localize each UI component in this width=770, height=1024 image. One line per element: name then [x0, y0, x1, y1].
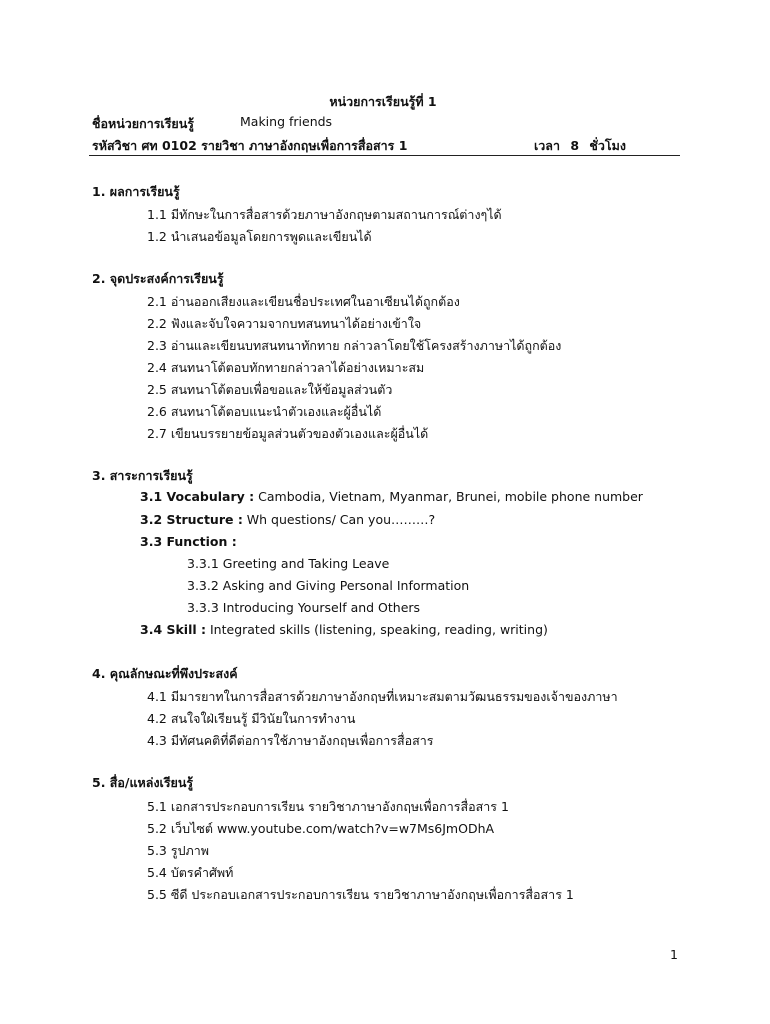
- skill-value: Integrated skills (listening, speaking, reading, writing): [206, 622, 548, 637]
- list-item: 5.5 ซีดี ประกอบเอกสารประกอบการเรียน รายวิชาภาษาอังกฤษเพื่อการสื่อสาร 1: [147, 887, 574, 902]
- time-unit: ชั่วโมง: [589, 138, 626, 153]
- section-5-heading: 5. สื่อ/แหล่งเรียนรู้: [92, 775, 194, 790]
- section-2-heading: 2. จุดประสงค์การเรียนรู้: [92, 271, 224, 286]
- list-item: 2.5 สนทนาโต้ตอบเพื่อขอและให้ข้อมูลส่วนตัว: [147, 382, 393, 397]
- list-item: 5.3 รูปภาพ: [147, 843, 209, 858]
- section-1-heading: 1. ผลการเรียนรู้: [92, 184, 180, 199]
- list-item: 3.3.1 Greeting and Taking Leave: [187, 556, 390, 571]
- list-item: 3.3.3 Introducing Yourself and Others: [187, 600, 421, 615]
- vocabulary-line: [140, 489, 643, 504]
- header-divider: [89, 155, 680, 156]
- list-item: 2.1 อ่านออกเสียงและเขียนชื่อประเทศในอาเซียนได้ถูกต้อง: [147, 294, 460, 309]
- list-item: 4.3 มีทัศนคติที่ดีต่อการใช้ภาษาอังกฤษเพื่อการสื่อสาร: [147, 733, 434, 748]
- skill-label: 3.4 Skill :: [140, 622, 207, 637]
- list-item: 5.2 เว็บไซต์ www.youtube.com/watch?v=w7Ms6JmODhA: [147, 821, 495, 836]
- list-item: 2.7 เขียนบรรยายข้อมูลส่วนตัวของตัวเองและผู้อื่นได้: [147, 426, 429, 441]
- time-value: 8: [570, 138, 580, 153]
- list-item: 1.2 นำเสนอข้อมูลโดยการพูดและเขียนได้: [147, 229, 372, 244]
- list-item: 4.1 มีมารยาทในการสื่อสารด้วยภาษาอังกฤษที่เหมาะสมตามวัฒนธรรมของเจ้าของภาษา: [147, 689, 618, 704]
- unit-title: หน่วยการเรียนรู้ที่ 1: [329, 94, 437, 109]
- time-label: เวลา: [534, 138, 560, 153]
- list-item: 2.6 สนทนาโต้ตอบแนะนำตัวเองและผู้อื่นได้: [147, 404, 382, 419]
- section-4-heading: 4. คุณลักษณะที่พึงประสงค์: [92, 666, 238, 681]
- section-3-heading: 3. สาระการเรียนรู้: [92, 468, 193, 483]
- vocabulary-label: 3.1 Vocabulary :: [140, 489, 255, 504]
- structure-value: Wh questions/ Can you………?: [242, 512, 436, 527]
- list-item: 2.2 ฟังและจับใจความจากบทสนทนาได้อย่างเข้าใจ: [147, 316, 422, 331]
- list-item: 2.4 สนทนาโต้ตอบทักทายกล่าวลาได้อย่างเหมาะสม: [147, 360, 425, 375]
- list-item: 5.1 เอกสารประกอบการเรียน รายวิชาภาษาอังกฤษเพื่อการสื่อสาร 1: [147, 799, 509, 814]
- page-number: 1: [670, 947, 678, 962]
- structure-label: 3.2 Structure :: [140, 512, 243, 527]
- course-time: [534, 136, 626, 156]
- list-item: 5.4 บัตรคำศัพท์: [147, 865, 234, 880]
- list-item: 4.2 สนใจใฝ่เรียนรู้ มีวินัยในการทำงาน: [147, 711, 356, 726]
- unit-name-value: Making friends: [240, 114, 333, 129]
- structure-line: [140, 512, 435, 527]
- list-item: 1.1 มีทักษะในการสื่อสารด้วยภาษาอังกฤษตามสถานการณ์ต่างๆได้: [147, 207, 502, 222]
- course-line: รหัสวิชา ศท 0102 รายวิชา ภาษาอังกฤษเพื่อการสื่อสาร 1: [92, 138, 408, 153]
- skill-line: [140, 622, 548, 637]
- vocabulary-value: Cambodia, Vietnam, Myanmar, Brunei, mobile phone number: [254, 489, 643, 504]
- list-item: 2.3 อ่านและเขียนบทสนทนาทักทาย กล่าวลาโดยใช้โครงสร้างภาษาได้ถูกต้อง: [147, 338, 562, 353]
- function-label: 3.3 Function :: [140, 534, 237, 549]
- list-item: 3.3.2 Asking and Giving Personal Information: [187, 578, 470, 593]
- unit-name-label: ชื่อหน่วยการเรียนรู้: [92, 116, 194, 131]
